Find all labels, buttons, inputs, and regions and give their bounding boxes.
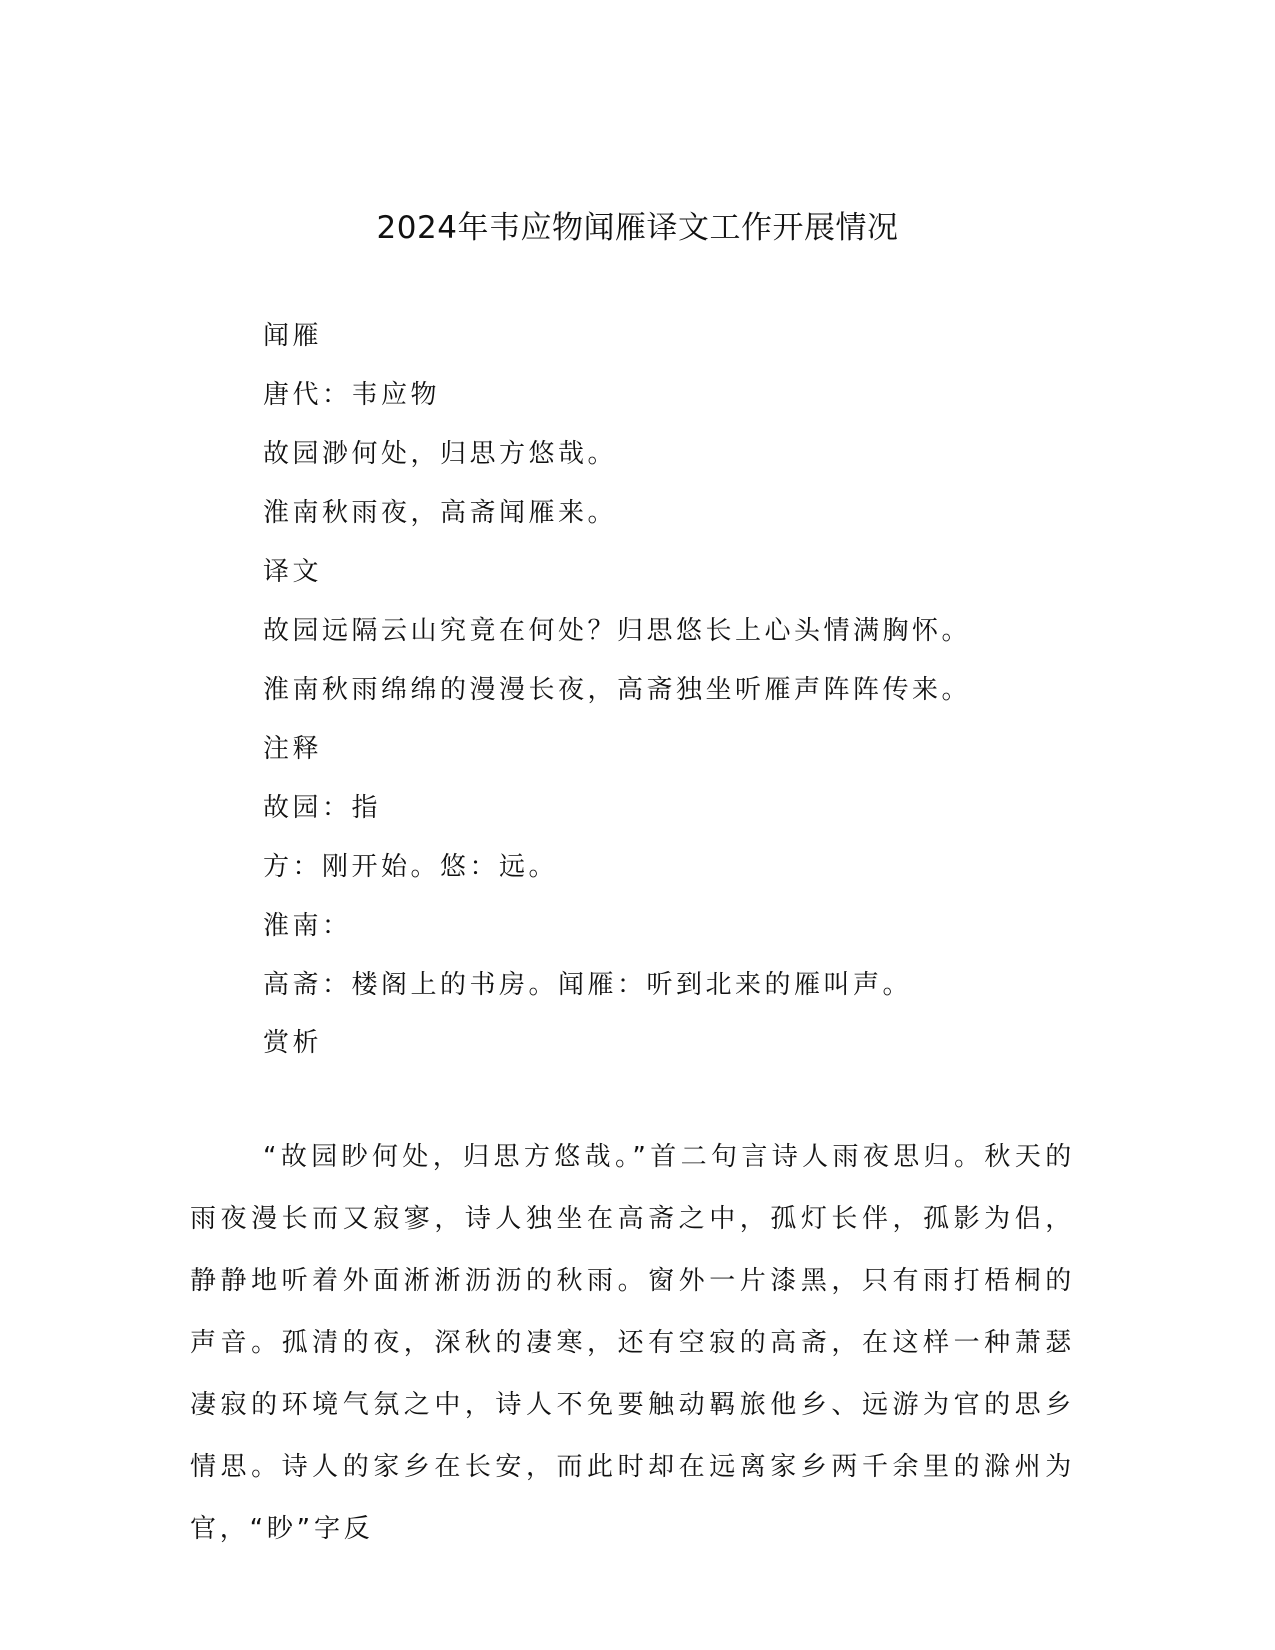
- translation-line-2: 淮南秋雨绵绵的漫漫长夜，高斋独坐听雁声阵阵传来。: [263, 675, 972, 705]
- poem-line-1: 故园渺何处，归思方悠哉。: [263, 439, 618, 469]
- notes-heading: 注释: [263, 734, 323, 764]
- note-line-3: 淮南：: [263, 911, 352, 941]
- document-title: 2024年韦应物闻雁译文工作开展情况: [376, 210, 899, 246]
- note-line-4: 高斋：楼阁上的书房。闻雁：听到北来的雁叫声。: [263, 970, 913, 1000]
- note-line-1: 故园：指: [263, 793, 382, 823]
- translation-heading: 译文: [263, 557, 323, 587]
- appreciation-paragraph: “故园眇何处，归思方悠哉。”首二句言诗人雨夜思归。秋天的雨夜漫长而又寂寥，诗人独坐在高斋之中，孤灯长伴，孤影为侣，静静地听着外面淅淅沥沥的秋雨。窗外一片漆黑，只有雨打梧桐的声音。孤清的夜，深秋的凄寒，还有空寂的高斋，在这样一种萧瑟凄寂的环境气氛之中，诗人不免要触动羁旅他乡、远游为官的思乡情思。诗人的家乡在长安，而此时却在远离家乡两千余里的滁州为官，“眇”字反: [190, 1142, 1075, 1544]
- appreciation-heading: 赏析: [263, 1028, 323, 1058]
- poem-author: 唐代：韦应物: [263, 380, 441, 410]
- translation-line-1: 故园远隔云山究竟在何处？归思悠长上心头情满胸怀。: [263, 616, 972, 646]
- note-line-2: 方：刚开始。悠：远。: [263, 852, 559, 882]
- poem-line-2: 淮南秋雨夜，高斋闻雁来。: [263, 498, 618, 528]
- poem-title: 闻雁: [263, 321, 323, 351]
